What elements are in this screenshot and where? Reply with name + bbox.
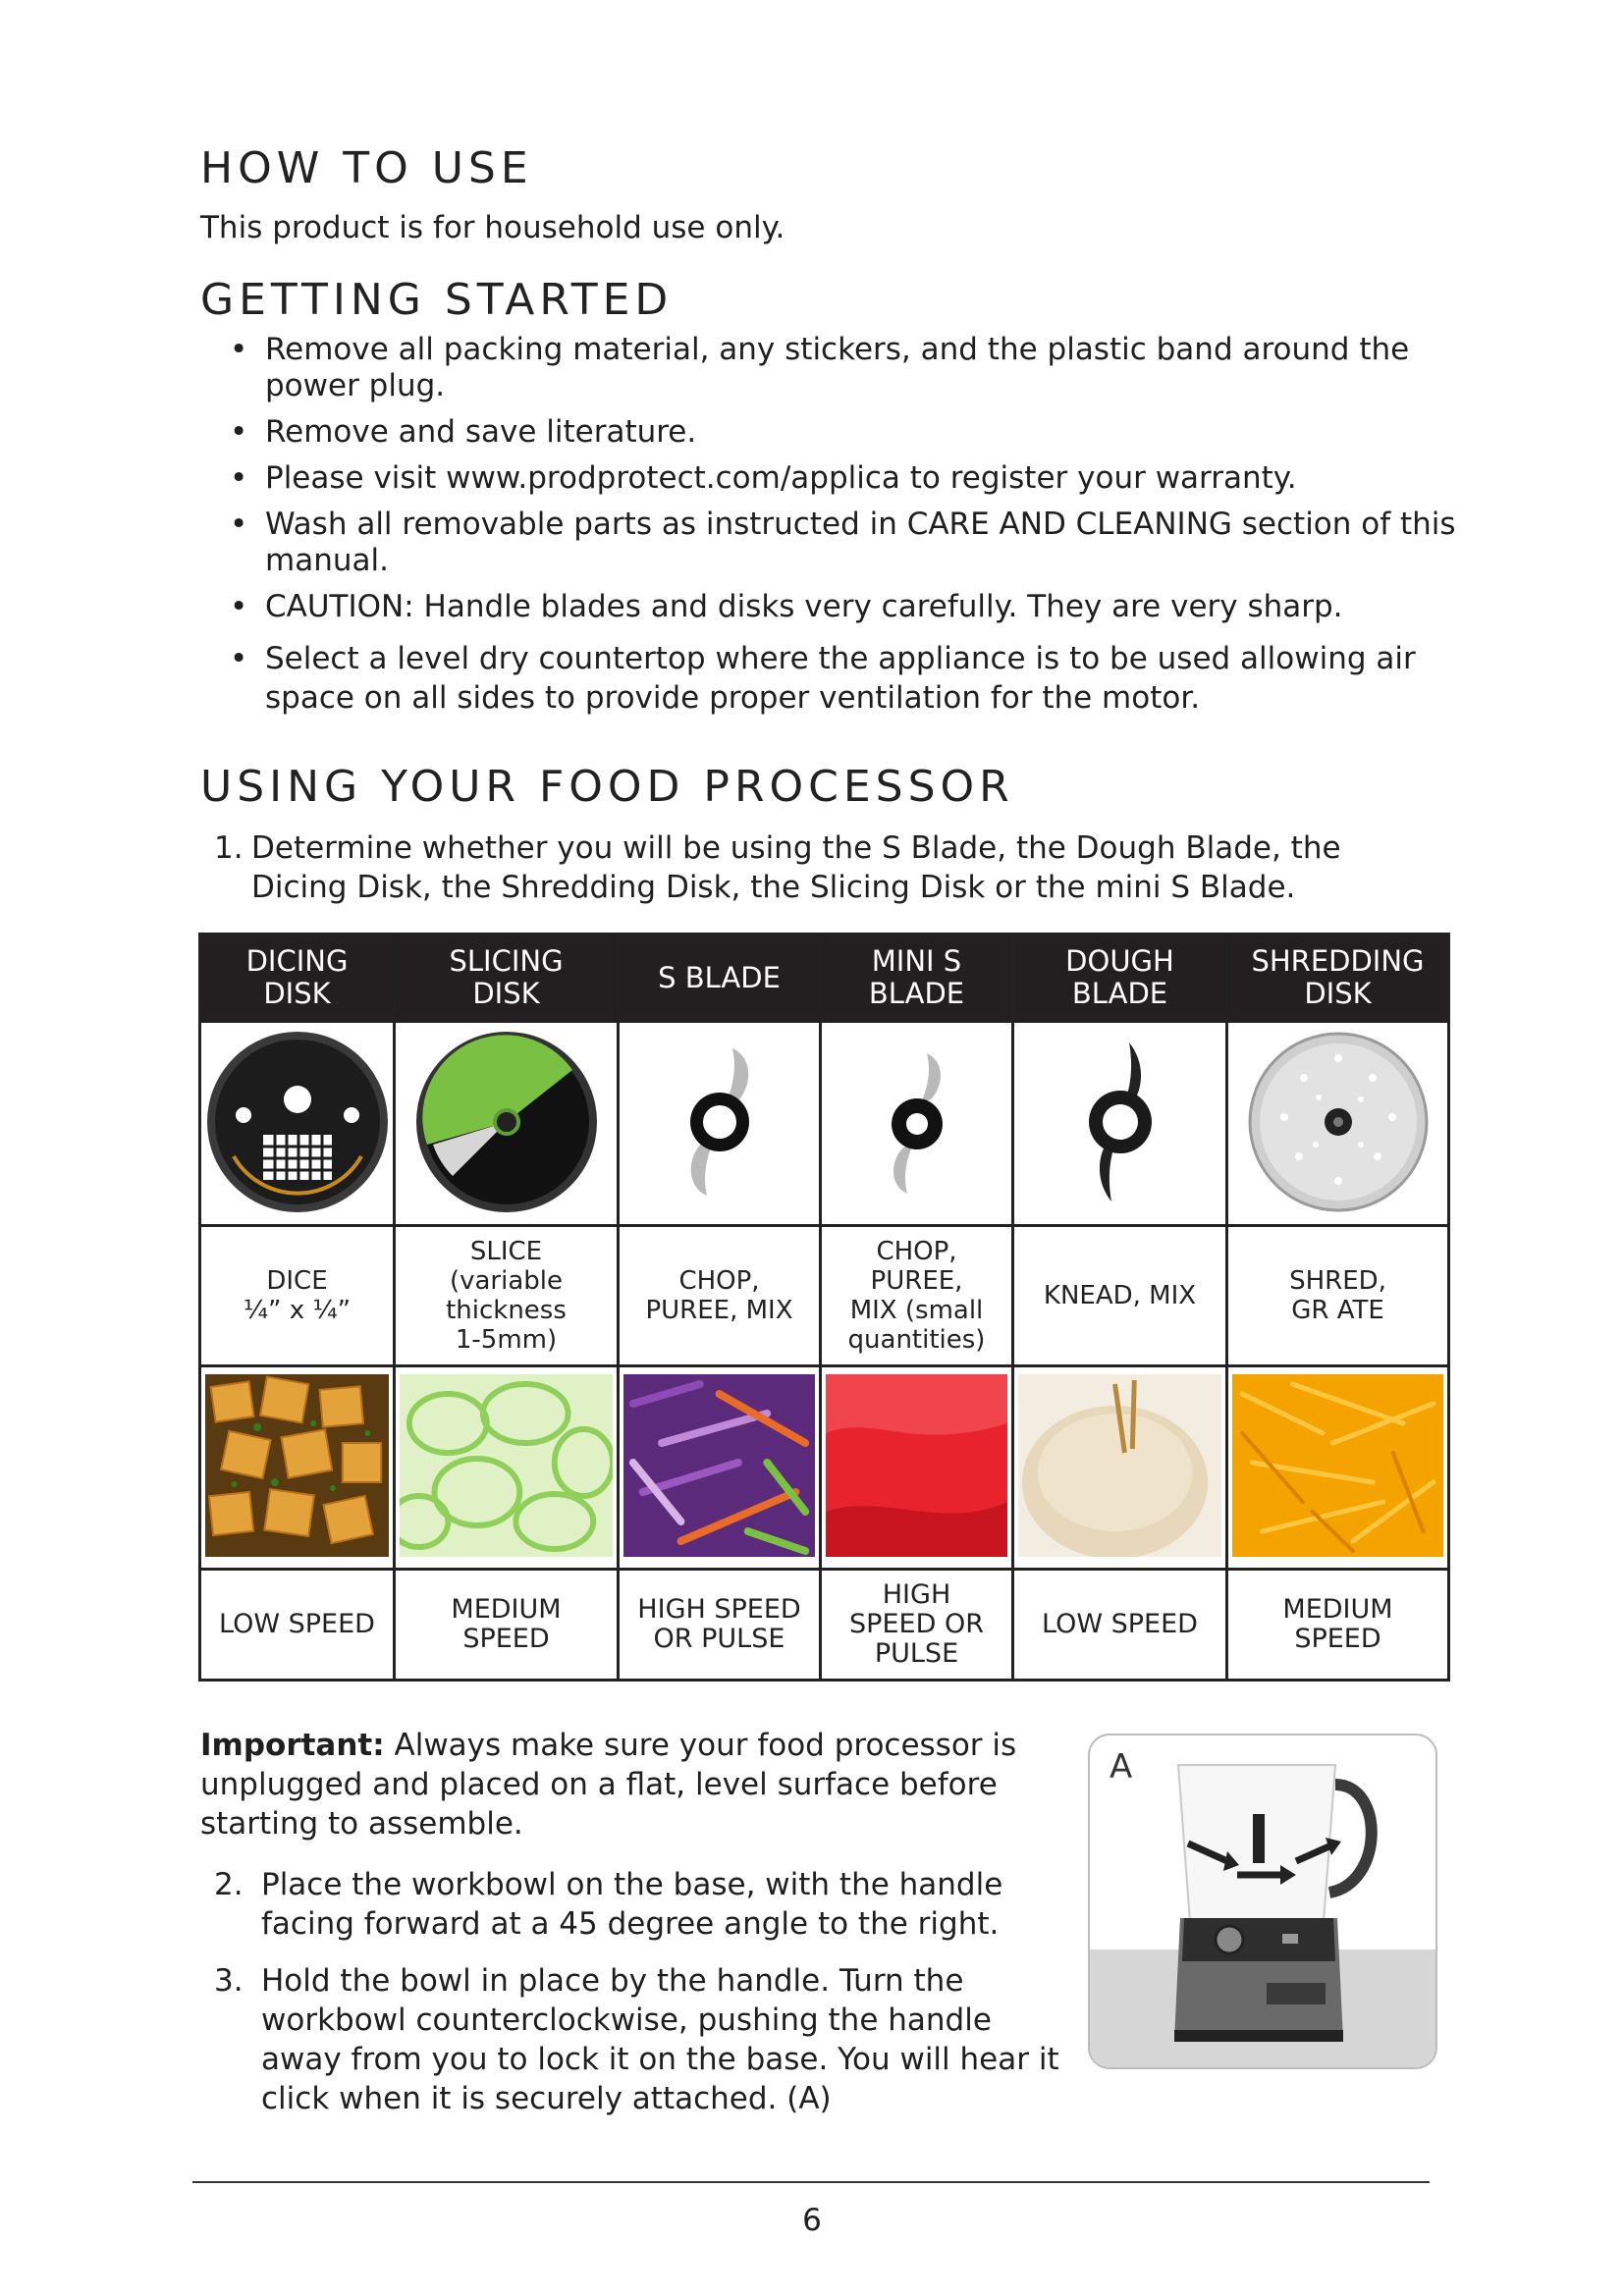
food-processor-image (1090, 1735, 1435, 2067)
list-item: • Remove all packing material, any stickers, and the plastic band around the power plug. (200, 332, 1467, 404)
step-number: 1. (214, 830, 244, 866)
important-note (200, 1726, 1064, 1843)
important-label: Important: (200, 1728, 385, 1763)
use-s-blade: CHOP, PUREE, MIX (619, 1226, 821, 1366)
use-dicing: DICE ¼” x ¼” (200, 1226, 395, 1366)
step-1 (214, 828, 1353, 907)
tomato-puree-image (826, 1374, 1007, 1557)
how-to-use-heading: HOW TO USE (200, 143, 533, 193)
getting-started-heading: GETTING STARTED (200, 275, 674, 325)
getting-started-list (200, 332, 1467, 718)
important-text: Always make sure your food processor is unplugged and placed on a flat, level surface before starting to assemble. (200, 1728, 1017, 1842)
figure-a (1088, 1734, 1437, 2069)
header-s-blade: S BLADE (619, 934, 821, 1022)
header-slicing-disk: SLICING DISK (395, 934, 619, 1022)
header-mini-s-blade: MINI S BLADE (821, 934, 1013, 1022)
blade-table (198, 933, 1450, 1682)
speed-dicing: LOW SPEED (200, 1570, 395, 1681)
page-number: 6 (802, 2203, 822, 2238)
mini-s-blade-icon (848, 1029, 986, 1215)
dicing-disk-icon (204, 1029, 391, 1215)
footer-divider (192, 2181, 1430, 2183)
step-3 (214, 1961, 1078, 2118)
step-text: Determine whether you will be using the S Blade, the Dough Blade, the Dicing Disk, the Shredding Disk, the Slicing Disk or the mini S Blade. (251, 830, 1341, 905)
list-item: • Wash all removable parts as instructed in CARE AND CLEANING section of this manual. (200, 507, 1467, 579)
list-item: • Please visit www.prodprotect.com/applica to register your warranty. (200, 460, 1467, 497)
step-2 (214, 1865, 1078, 1944)
header-shredding-disk: SHREDDING DISK (1227, 934, 1449, 1022)
list-item: • CAUTION: Handle blades and disks very carefully. They are very sharp. (200, 589, 1467, 625)
blade-icon-row (200, 1022, 1449, 1226)
dough-blade-icon (1047, 1029, 1194, 1215)
speed-mini-s-blade: HIGH SPEED OR PULSE (821, 1570, 1013, 1681)
step-text: Place the workbowl on the base, with the handle facing forward at a 45 degree angle to the right. (261, 1867, 1003, 1942)
list-item: • Select a level dry countertop where the appliance is to be used allowing air space on all sides to provide proper ventilation for the motor. (200, 639, 1467, 718)
step-number: 2. (214, 1867, 244, 1902)
use-dough-blade: KNEAD, MIX (1013, 1226, 1227, 1366)
speed-s-blade: HIGH SPEED OR PULSE (619, 1570, 821, 1681)
header-dicing-disk: DICING DISK (200, 934, 395, 1022)
figure-label: A (1110, 1747, 1133, 1787)
food-photo-row (200, 1366, 1449, 1570)
step-number: 3. (214, 1963, 244, 1999)
speed-row (200, 1570, 1449, 1681)
step-text: Hold the bowl in place by the handle. Turn the workbowl counterclockwise, pushing the handle away from you to lock it on the base. You will hear it click when it is securely attached. (A) (261, 1963, 1059, 2116)
blade-header-row (200, 934, 1449, 1022)
using-food-processor-heading: USING YOUR FOOD PROCESSOR (200, 762, 1014, 812)
use-mini-s-blade: CHOP, PUREE, MIX (small quantities) (821, 1226, 1013, 1366)
blade-use-row (200, 1226, 1449, 1366)
header-dough-blade: DOUGH BLADE (1013, 934, 1227, 1022)
use-shredding: SHRED, GR ATE (1227, 1226, 1449, 1366)
speed-slicing: MEDIUM SPEED (395, 1570, 619, 1681)
use-slicing: SLICE (variable thickness 1-5mm) (395, 1226, 619, 1366)
s-blade-icon (646, 1029, 793, 1215)
speed-dough-blade: LOW SPEED (1013, 1570, 1227, 1681)
household-use-text: This product is for household use only. (200, 210, 785, 245)
dough-image (1018, 1374, 1221, 1557)
sliced-zucchini-image (400, 1374, 613, 1557)
speed-shredding: MEDIUM SPEED (1227, 1570, 1449, 1681)
list-item: • Remove and save literature. (200, 414, 1467, 451)
chopped-cabbage-image (623, 1374, 815, 1557)
diced-potatoes-image (205, 1374, 389, 1557)
shredded-cheese-image (1232, 1374, 1443, 1557)
shredding-disk-icon (1245, 1029, 1432, 1215)
slicing-disk-icon (413, 1029, 600, 1215)
